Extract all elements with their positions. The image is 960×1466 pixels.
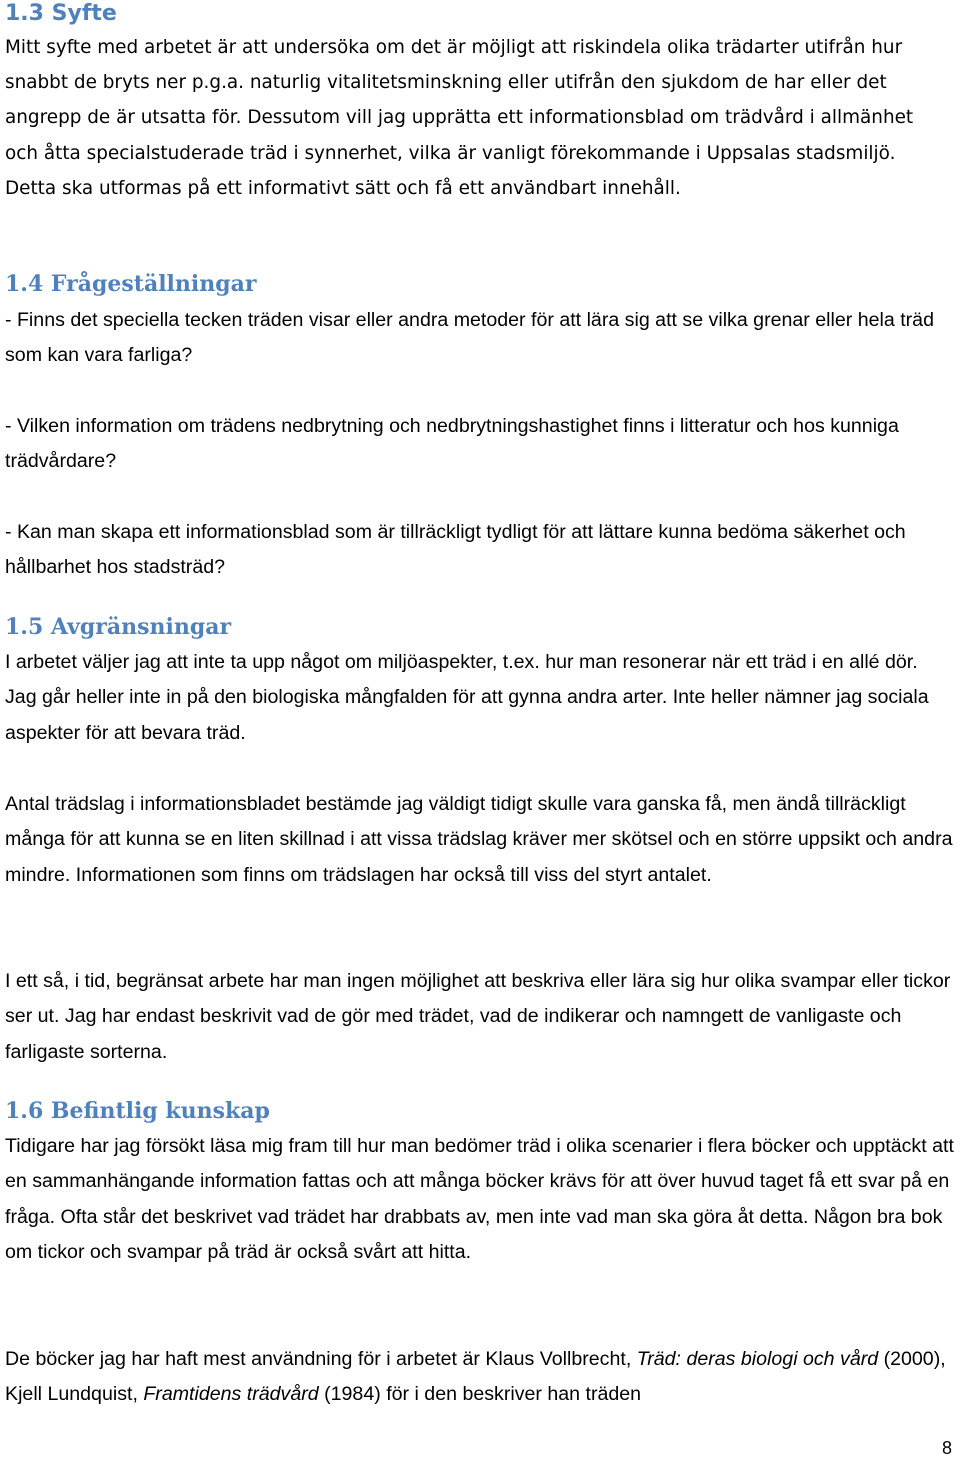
paragraph-befintlig-2-part-3: (1984) för i den beskriver han träden <box>318 1383 642 1406</box>
paragraph-avgransningar-2: Antal trädslag i informationsbladet bestämde jag väldigt tidigt skulle vara ganska få, men ändå tillräckligt många för att kunna se en liten skillnad i att vissa trädslag kräver mer skötsel och en större uppsikt och andra mindre. Informationen som finns om trädslagen har också till viss del styrt antalet. <box>5 793 953 886</box>
page-number: 8 <box>941 1438 952 1458</box>
paragraph-avgransningar-3: I ett så, i tid, begränsat arbete har man ingen möjlighet att beskriva eller lära sig hur olika svampar eller tickor ser ut. Jag har endast beskrivit vad de gör med trädet, vad de indikerar och namngett de vanligaste och farligaste sorterna. <box>5 970 951 1063</box>
paragraph-befintlig-2 <box>5 1342 957 1413</box>
paragraph-avgransningar-1: I arbetet väljer jag att inte ta upp något om miljöaspekter, t.ex. hur man resonerar när ett träd i en allé dör. Jag går heller inte in på den biologiska mångfalden för att gynna andra arter. Inte heller nämner jag sociala aspekter för att bevara träd. <box>5 651 929 744</box>
heading-avgransningar: 1.5 Avgränsningar <box>5 614 232 640</box>
book-title-lundquist: Framtidens trädvård <box>143 1383 319 1406</box>
heading-befintlig-kunskap: 1.6 Befintlig kunskap <box>5 1098 270 1124</box>
book-title-vollbrecht: Träd: deras biologi och vård <box>636 1348 879 1370</box>
paragraph-befintlig-1: Tidigare har jag försökt läsa mig fram till hur man bedömer träd i olika scenarier i flera böcker och upptäckt att en sammanhängande information fattas och att många böcker krävs för att över huvud taget få ett svar på en fråga. Ofta står det beskrivet vad trädet har drabbats av, men inte vad man ska göra åt detta. Någon bra bok om tickor och svampar på träd är också svårt att hitta. <box>5 1135 954 1263</box>
question-3: - Kan man skapa ett informationsblad som är tillräckligt tydligt för att lättare kunna bedöma säkerhet och hållbarhet hos stadsträd? <box>5 521 906 579</box>
heading-fragestallningar: 1.4 Frågeställningar <box>5 271 257 297</box>
heading-syfte: 1.3 Syfte <box>5 1 117 26</box>
paragraph-befintlig-2-part-2: (2000), Kjell Lundquist, <box>5 1348 946 1406</box>
paragraph-befintlig-2-part-1: De böcker jag har haft mest användning för i arbetet är Klaus Vollbrecht, <box>5 1348 637 1370</box>
question-1: - Finns det speciella tecken träden visar eller andra metoder för att lära sig att se vilka grenar eller hela träd som kan vara farliga? <box>5 309 934 367</box>
question-2: - Vilken information om trädens nedbrytning och nedbrytningshastighet finns i litteratur och hos kunniga trädvårdare? <box>5 415 899 473</box>
paragraph-syfte: Mitt syfte med arbetet är att undersöka om det är möjligt att riskindela olika trädarter utifrån hur snabbt de bryts ner p.g.a. naturlig vitalitetsminskning eller utifrån den sjukdom de har eller det angrepp de är utsatta för. Dessutom vill jag upprätta ett informationsblad om trädvård i allmänhet och åtta specialstuderade träd i synnerhet, vilka är vanligt förekommande i Uppsalas stadsmiljö. Detta ska utformas på ett informativt sätt och få ett användbart innehåll. <box>5 37 914 199</box>
